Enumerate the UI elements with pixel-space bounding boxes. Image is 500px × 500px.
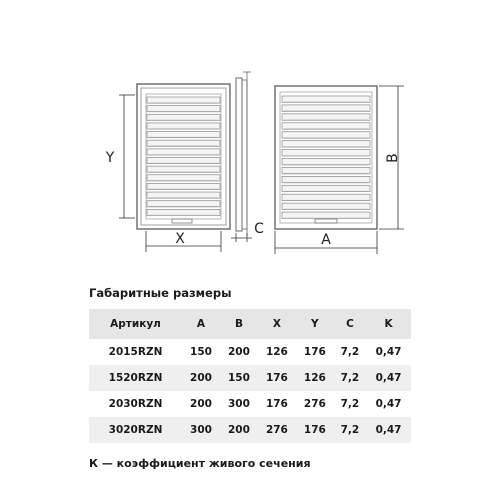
cell-k: 0,47 [375,398,402,410]
cell-b: 150 [220,365,258,391]
cell-y: 126 [296,365,334,391]
dim-a-label: A [321,232,331,248]
header-b: B [220,309,258,339]
louvre-slat [282,132,370,138]
table-row [89,417,411,443]
louvre-slat [282,114,370,120]
louvre-slat [282,203,370,209]
cell-article: 1520RZN [89,365,182,391]
section-title: Габаритные размеры [89,286,232,300]
louvre-slat [282,123,370,129]
dimensions-table [89,309,411,443]
cell-c: 7,2 [334,417,366,443]
cell-article: 2015RZN [108,346,163,358]
header-article: Артикул [89,309,182,339]
louvre-slat [282,194,370,200]
dim-y-label: Y [105,150,115,166]
louvre-slat [282,176,370,182]
louvre-slat [147,140,220,146]
cell-x: 276 [258,417,296,443]
louvre-slat [147,175,220,181]
cell-x: 126 [265,346,288,358]
cell-c: 7,2 [334,365,366,391]
table-header-row [89,309,411,339]
louvre-slat [147,114,220,120]
cell-a: 200 [182,365,220,391]
header-x: X [258,309,296,339]
dim-c-label: C [254,221,264,237]
cell-k: 0,47 [375,346,402,358]
louvre-slat [282,167,370,173]
louvre-slat [147,149,220,155]
cell-b: 300 [227,398,250,410]
louvre-slat [282,159,370,165]
side-view [236,72,251,236]
louvre-slat [282,185,370,191]
dimension-y [119,95,135,218]
louvre-slat [147,209,220,215]
dimension-c [231,233,252,242]
louvre-slat [147,192,220,198]
louvre-slat [147,158,220,164]
cell-a: 200 [190,398,212,410]
cell-k: 0,47 [366,365,411,391]
cell-b: 200 [220,417,258,443]
louvre-slat [282,141,370,147]
cell-k: 0,47 [366,417,411,443]
cell-b: 200 [227,346,250,358]
cell-y: 176 [303,346,326,358]
dim-b-label: B [385,153,401,163]
header-y: Y [296,309,334,339]
back-view [275,86,377,229]
table-row [89,365,411,391]
cell-article: 2030RZN [108,398,163,410]
cell-y: 276 [303,398,326,410]
louvre-slat [282,96,370,102]
louvre-slat [147,166,220,172]
table-row [89,339,411,365]
cell-y: 176 [296,417,334,443]
cell-c: 7,2 [340,346,360,358]
dim-x-label: X [175,231,185,247]
footnote: К — коэффициент живого сечения [89,457,311,470]
front-view [137,84,230,229]
cell-a: 150 [190,346,212,358]
louvre-slat [147,201,220,207]
louvre-slat [147,183,220,189]
header-c: C [334,309,366,339]
cell-c: 7,2 [340,398,360,410]
table-row [89,391,411,417]
header-k: K [366,309,411,339]
cell-x: 176 [258,365,296,391]
louvre-slat [282,105,370,111]
louvre-slat [282,150,370,156]
louvre-slat [147,123,220,129]
louvre-slat [282,212,370,218]
louvre-slat [147,106,220,112]
cell-x: 176 [265,398,288,410]
louvre-slat [147,132,220,138]
louvre-slat [147,97,220,103]
cell-a: 300 [182,417,220,443]
cell-article: 3020RZN [89,417,182,443]
header-a: A [182,309,220,339]
